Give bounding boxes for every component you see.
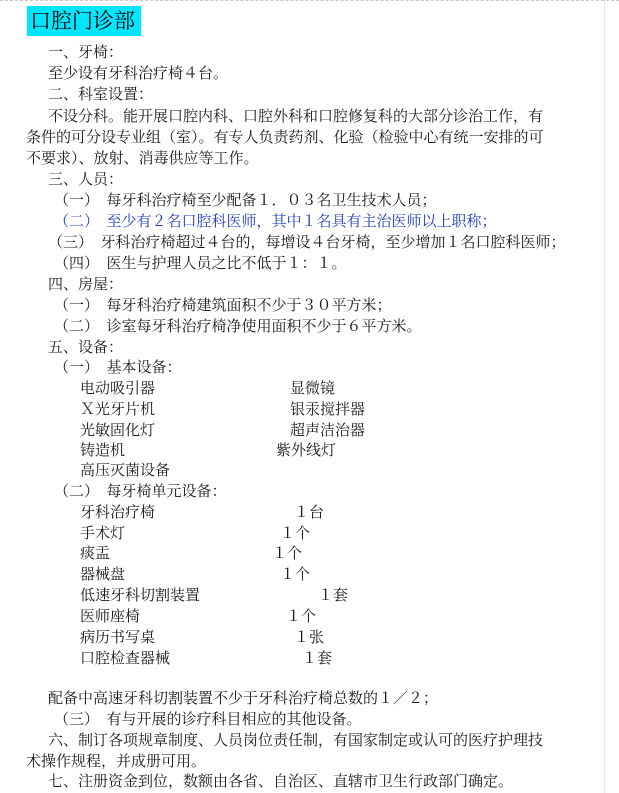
unit-equipment-qty-5: １套 [318, 586, 349, 604]
unit-equipment-qty-1: １台 [294, 503, 325, 521]
unit-equipment-name-8: 口腔检查器械 [80, 649, 171, 667]
section-1-heading: 一、牙椅： [48, 43, 124, 61]
section-7-text: 七、注册资金到位，数额由各省、自治区、直辖市卫生行政部门确定。 [48, 772, 514, 790]
section-1-text: 至少设有牙科治疗椅４台。 [48, 64, 229, 82]
basic-equipment-left-1: 电动吸引器 [80, 379, 156, 397]
unit-equipment-name-3: 痰盂 [80, 544, 111, 562]
unit-equipment-name-4: 器械盘 [80, 565, 126, 583]
section-2-paragraph-line-3: 不要求）、放射、消毒供应等工作。 [26, 149, 259, 167]
staff-item-3: （三） 牙科治疗椅超过４台的，每增设４台牙椅，至少增加１名口腔科医师； [48, 233, 566, 251]
basic-equipment-heading: （一） 基本设备： [54, 358, 182, 376]
unit-equipment-qty-2: １个 [280, 524, 311, 542]
section-3-heading: 三、人员： [48, 170, 124, 188]
section-6-line-1: 六、制订各项规章制度、人员岗位责任制，有国家制定或认可的医疗护理技 [48, 731, 544, 749]
unit-equipment-qty-8: １套 [302, 649, 333, 667]
section-6-line-2: 术操作规程，并成册可用。 [26, 752, 207, 770]
page-right-border [604, 0, 605, 793]
page-top-border [0, 0, 619, 1]
basic-equipment-left-2: Ｘ光牙片机 [80, 400, 156, 418]
unit-equipment-name-5: 低速牙科切割装置 [80, 586, 201, 604]
staff-item-4: （四） 医生与护理人员之比不低于１：１。 [54, 254, 347, 272]
staff-item-2: （二） 至少有２名口腔科医师，其中１名具有主治医师以上职称； [54, 212, 497, 230]
basic-equipment-right-1: 显微镜 [290, 379, 336, 397]
basic-equipment-left-4: 铸造机 [80, 441, 126, 459]
unit-equipment-qty-7: １张 [294, 628, 325, 646]
staff-item-1: （一） 每牙科治疗椅至少配备１．０３名卫生技术人员； [54, 191, 437, 209]
section-2-heading: 二、科室设置： [48, 85, 154, 103]
unit-equipment-qty-6: １个 [286, 607, 317, 625]
equipment-item-3: （三） 有与开展的诊疗科目相应的其他设备。 [54, 710, 362, 728]
premises-item-2: （二） 诊室每牙科治疗椅净使用面积不少于６平方米。 [54, 317, 422, 335]
basic-equipment-left-5: 高压灭菌设备 [80, 461, 171, 479]
unit-equipment-name-1: 牙科治疗椅 [80, 503, 156, 521]
premises-item-1: （一） 每牙科治疗椅建筑面积不少于３０平方米； [54, 296, 392, 314]
basic-equipment-right-3: 超声洁治器 [290, 421, 366, 439]
section-4-heading: 四、房屋： [48, 275, 124, 293]
section-2-paragraph-line-1: 不设分科。能开展口腔内科、口腔外科和口腔修复科的大部分诊治工作，有 [48, 107, 544, 125]
unit-equipment-qty-4: １个 [280, 565, 311, 583]
section-5-heading: 五、设备： [48, 338, 124, 356]
unit-equipment-name-2: 手术灯 [80, 524, 126, 542]
basic-equipment-left-3: 光敏固化灯 [80, 421, 156, 439]
unit-equipment-heading: （二） 每牙椅单元设备： [54, 482, 227, 500]
high-speed-device-note: 配备中高速牙科切割装置不少于牙科治疗椅总数的１／２； [48, 689, 439, 707]
basic-equipment-right-2: 银汞搅拌器 [290, 400, 366, 418]
page-title: 口腔门诊部 [27, 6, 141, 36]
unit-equipment-qty-3: １个 [272, 544, 303, 562]
unit-equipment-name-7: 病历书写桌 [80, 628, 156, 646]
basic-equipment-right-4: 紫外线灯 [276, 441, 337, 459]
unit-equipment-name-6: 医师座椅 [80, 607, 141, 625]
section-2-paragraph-line-2: 条件的可分设专业组（室）。有专人负责药剂、化验（检验中心有统一安排的可 [26, 128, 544, 146]
